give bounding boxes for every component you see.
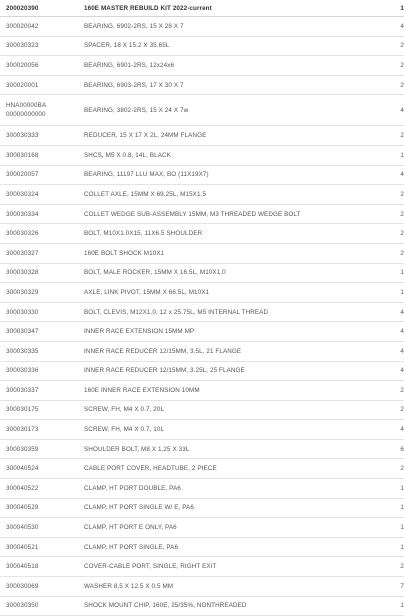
description-cell: BEARING, 11197 LLU MAX, BO (11X19X7) xyxy=(84,165,384,185)
quantity-cell: 1 xyxy=(384,263,404,283)
description-cell: BEARING, 6902-2RS, 15 X 28 X 7 xyxy=(84,17,384,37)
quantity-cell: 2 xyxy=(384,126,404,146)
quantity-cell: 4 xyxy=(384,17,404,37)
part-number-cell: 300030333 xyxy=(0,126,84,146)
description-cell: BEARING, 6901-2RS, 12x24x6 xyxy=(84,56,384,76)
description-cell: WASHER 8.5 X 12.5 X 0.5 MM xyxy=(84,577,384,597)
part-number-cell: 300040529 xyxy=(0,498,84,518)
quantity-cell: 2 xyxy=(384,204,404,224)
description-cell: CLAMP, HT PORT SINGLE W/ E, PA6 xyxy=(84,498,384,518)
quantity-cell: 4 xyxy=(384,322,404,342)
table-row xyxy=(0,479,404,499)
part-number-cell: 300030069 xyxy=(0,577,84,597)
part-number-cell: 300030347 xyxy=(0,322,84,342)
description-cell: CLAMP, HT PORT SINGLE, PA6 xyxy=(84,537,384,557)
part-number-cell: 300030175 xyxy=(0,400,84,420)
quantity-cell: 2 xyxy=(384,75,404,95)
description-cell: BOLT, M10X1.0X15, 11X6.5 SHOULDER xyxy=(84,224,384,244)
part-number-cell: 300030350 xyxy=(0,596,84,616)
description-cell: INNER RACE REDUCER 12/15MM, 3.5L, 21 FLANGE xyxy=(84,341,384,361)
table-row xyxy=(0,322,404,342)
part-number-cell: 300040524 xyxy=(0,459,84,479)
table-row xyxy=(0,596,404,616)
kit-header-row xyxy=(0,0,404,17)
table-row xyxy=(0,439,404,459)
part-number-cell: 300020056 xyxy=(0,56,84,76)
quantity-cell: 2 xyxy=(384,557,404,577)
quantity-cell: 2 xyxy=(384,56,404,76)
description-cell: SHOULDER BOLT, M8 X 1.25 X 33L xyxy=(84,439,384,459)
description-cell: COVER-CABLE PORT, SINGLE, RIGHT EXIT xyxy=(84,557,384,577)
quantity-cell: 7 xyxy=(384,577,404,597)
table-row xyxy=(0,145,404,165)
table-row xyxy=(0,498,404,518)
part-number-cell: 300030328 xyxy=(0,263,84,283)
description-cell: 160E BOLT SHOCK M10X1 xyxy=(84,243,384,263)
part-number-cell: 300020042 xyxy=(0,17,84,37)
description-cell: SCREW, FH, M4 X 0.7, 20L xyxy=(84,400,384,420)
quantity-cell: 4 xyxy=(384,165,404,185)
part-number-cell: 300030329 xyxy=(0,283,84,303)
table-row xyxy=(0,165,404,185)
table-row xyxy=(0,381,404,401)
description-cell: 160E INNER RACE EXTENSION 10MM xyxy=(84,381,384,401)
table-row xyxy=(0,361,404,381)
table-row xyxy=(0,283,404,303)
table-row xyxy=(0,420,404,440)
part-number-cell: 300030324 xyxy=(0,185,84,205)
quantity-cell: 4 xyxy=(384,341,404,361)
part-number-cell: HNA00000BA 00000000000 xyxy=(0,95,84,126)
table-row xyxy=(0,126,404,146)
part-number-cell: 300020001 xyxy=(0,75,84,95)
quantity-cell: 1 xyxy=(384,537,404,557)
kit-part-number: 200020390 xyxy=(0,0,84,17)
description-cell: SHCS, M5 X 0.8, 14L, BLACK xyxy=(84,145,384,165)
part-number-cell: 300030168 xyxy=(0,145,84,165)
description-cell: CLAMP, HT PORT DOUBLE, PA6 xyxy=(84,479,384,499)
part-number-cell: 300020057 xyxy=(0,165,84,185)
description-cell: REDUCER, 15 X 17 X 2L, 24MM FLANGE xyxy=(84,126,384,146)
table-row xyxy=(0,557,404,577)
part-number-cell: 300030337 xyxy=(0,381,84,401)
description-cell: BOLT, CLEVIS, M12X1.0, 12 x 25.75L, M5 INTERNAL THREAD xyxy=(84,302,384,322)
table-row xyxy=(0,302,404,322)
description-cell: INNER RACE REDUCER 12/15MM, 3.25L, 25 FLANGE xyxy=(84,361,384,381)
table-row xyxy=(0,341,404,361)
description-cell: COLLET AXLE, 15MM X 69.25L, M15X1.5 xyxy=(84,185,384,205)
table-row xyxy=(0,185,404,205)
description-cell: COLLET WEDGE SUB-ASSEMBLY 15MM, M3 THREADED WEDGE BOLT xyxy=(84,204,384,224)
quantity-cell: 2 xyxy=(384,400,404,420)
description-cell: INNER RACE EXTENSION 15MM MP xyxy=(84,322,384,342)
quantity-cell: 2 xyxy=(384,185,404,205)
quantity-cell: 1 xyxy=(384,283,404,303)
description-cell: SPACER, 18 X 15.2 X 35.65L xyxy=(84,36,384,56)
table-row xyxy=(0,577,404,597)
table-row xyxy=(0,224,404,244)
description-cell: BEARING, 3802-2RS, 15 X 24 X 7w xyxy=(84,95,384,126)
description-cell: CLAMP, HT PORT E ONLY, PA6 xyxy=(84,518,384,538)
part-number-cell: 300030326 xyxy=(0,224,84,244)
part-number-cell: 300030323 xyxy=(0,36,84,56)
part-number-cell: 300030330 xyxy=(0,302,84,322)
quantity-cell: 2 xyxy=(384,243,404,263)
kit-quantity: 1 xyxy=(384,0,404,17)
description-cell: CABLE PORT COVER, HEADTUBE, 2 PIECE xyxy=(84,459,384,479)
part-number-cell: 300040530 xyxy=(0,518,84,538)
quantity-cell: 4 xyxy=(384,95,404,126)
quantity-cell: 4 xyxy=(384,361,404,381)
quantity-cell: 1 xyxy=(384,145,404,165)
table-row xyxy=(0,17,404,37)
part-number-cell: 300030336 xyxy=(0,361,84,381)
description-cell: BOLT, MALE ROCKER, 15MM X 16.5L, M10X1.0 xyxy=(84,263,384,283)
table-row xyxy=(0,400,404,420)
quantity-cell: 1 xyxy=(384,596,404,616)
quantity-cell: 1 xyxy=(384,518,404,538)
part-number-cell: 300040518 xyxy=(0,557,84,577)
quantity-cell: 2 xyxy=(384,36,404,56)
table-row xyxy=(0,56,404,76)
description-cell: SCREW, FH, M4 X 0.7, 10L xyxy=(84,420,384,440)
part-number-cell: 300040522 xyxy=(0,479,84,499)
table-row xyxy=(0,243,404,263)
kit-title: 160E MASTER REBUILD KIT 2022-current xyxy=(84,0,384,17)
quantity-cell: 1 xyxy=(384,498,404,518)
table-row xyxy=(0,204,404,224)
description-cell: BEARING, 6903-2RS, 17 X 30 X 7 xyxy=(84,75,384,95)
table-row xyxy=(0,518,404,538)
description-cell: AXLE, LINK PIVOT, 15MM X 66.5L, M10X1 xyxy=(84,283,384,303)
part-number-cell: 300030327 xyxy=(0,243,84,263)
part-number-cell: 300030334 xyxy=(0,204,84,224)
part-number-cell: 300030335 xyxy=(0,341,84,361)
quantity-cell: 1 xyxy=(384,479,404,499)
part-number-cell: 300030173 xyxy=(0,420,84,440)
table-row xyxy=(0,95,404,126)
quantity-cell: 2 xyxy=(384,224,404,244)
table-row xyxy=(0,75,404,95)
quantity-cell: 6 xyxy=(384,439,404,459)
table-row xyxy=(0,263,404,283)
quantity-cell: 2 xyxy=(384,381,404,401)
quantity-cell: 4 xyxy=(384,420,404,440)
description-cell: SHOCK MOUNT CHIP, 160E, 25/35%, NONTHREADED xyxy=(84,596,384,616)
part-number-cell: 300040521 xyxy=(0,537,84,557)
part-number-cell: 300030359 xyxy=(0,439,84,459)
quantity-cell: 2 xyxy=(384,459,404,479)
table-row xyxy=(0,36,404,56)
quantity-cell: 4 xyxy=(384,302,404,322)
table-row xyxy=(0,459,404,479)
